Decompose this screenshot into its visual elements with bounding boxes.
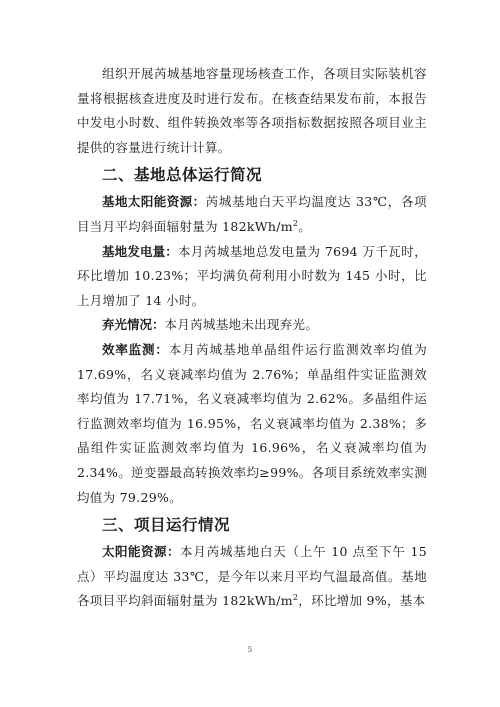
text-base-solar-resource: 芮城基地白天平均温度达 33℃，各项目当月平均斜面辐射量为 182kWh/m	[77, 194, 427, 234]
section-heading-overview: 二、基地总体运行简况	[102, 166, 263, 185]
text-project-solar-tail: ，环比增加 9%，基本	[298, 593, 426, 609]
text-efficiency: 本月芮城基地单晶组件运行监测效率均值为 17.69%，名义衰减率均值为 2.76%；单晶组件实证监测效率均值为 17.71%，名义衰减率均值为 2.62%。多晶组件运行监测效率均值为 16.95%，名义衰减率均值为 2.38%；多晶组件实证监测效率均值为 16.96%，名义衰减率均值为 2.34%。逆变器最高转换效率均≥99%。各项目系统效率实测均值为 79.29%。	[77, 341, 427, 505]
paragraph-base-generation	[77, 240, 427, 314]
label-base-solar-resource: 基地太阳能资源：	[102, 194, 206, 210]
text-curtailment: 本月芮城基地未出现弃光。	[164, 317, 319, 333]
paragraph-base-solar-resource	[77, 190, 427, 239]
text-base-solar-tail: 。	[298, 218, 312, 234]
intro-paragraph: 组织开展芮城基地容量现场核查工作，各项目实际装机容量将根据核查进度及时进行发布。在核查结果发布前，本报告中发电小时数、组件转换效率等各项指标数据按照各项目业主提供的容量进行统计计算。	[77, 66, 427, 155]
section-heading-project-operation: 三、项目运行情况	[102, 516, 231, 535]
label-efficiency: 效率监测：	[102, 341, 169, 357]
label-base-generation: 基地发电量：	[102, 243, 178, 259]
page-content	[77, 62, 427, 614]
label-project-solar-resource: 太阳能资源：	[102, 544, 181, 560]
paragraph-curtailment	[77, 313, 427, 338]
text-project-solar-resource: 本月芮城基地白天（上午 10 点至下午 15 点）平均温度达 33℃，是今年以来月平均气温最高值。基地各项目平均斜面辐射量为 182kWh/m	[77, 544, 427, 609]
superscript-unit: 2	[292, 218, 299, 228]
text-base-generation: 本月芮城基地总发电量为 7694 万千瓦时，环比增加 10.23%；平均满负荷利用小时数为 145 小时，比上月增加了 14 小时。	[77, 243, 427, 308]
page-number: 5	[247, 646, 253, 654]
paragraph-project-solar-resource	[77, 540, 427, 614]
paragraph-efficiency	[77, 338, 427, 510]
label-curtailment: 弃光情况：	[102, 317, 165, 333]
superscript-unit: 2	[292, 593, 299, 603]
